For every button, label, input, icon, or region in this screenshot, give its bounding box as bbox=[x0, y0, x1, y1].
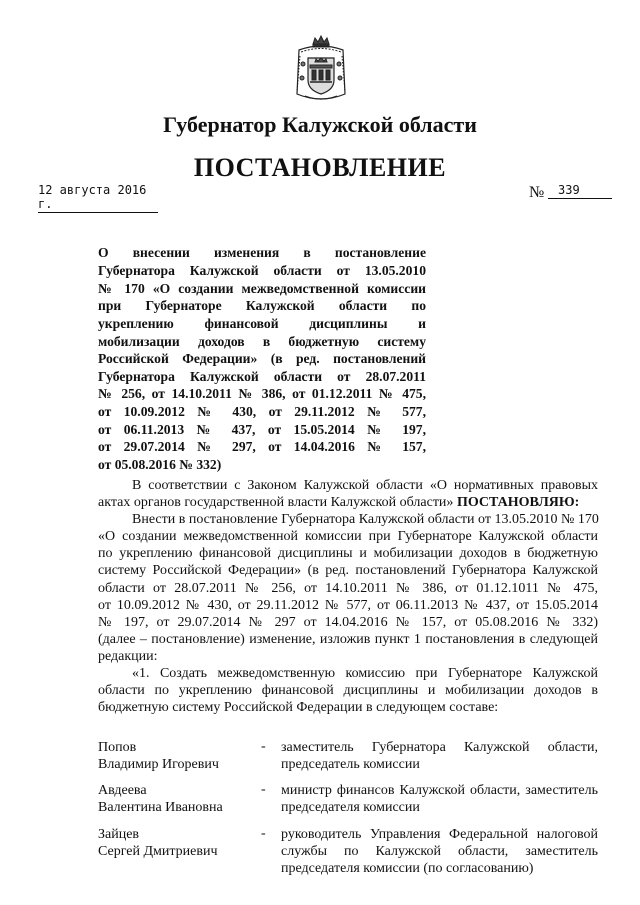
member-given-name: Сергей Дмитриевич bbox=[98, 844, 218, 859]
number-label: № bbox=[529, 184, 545, 201]
decree-word: ПОСТАНОВЛЯЮ: bbox=[456, 495, 580, 510]
paragraph-line: редакции: bbox=[98, 649, 158, 664]
paragraph-line: от 10.09.2012 № 430, от 29.11.2012 № 577, от 06.11.2013 № 437, от 15.05.2014 bbox=[98, 598, 598, 613]
subject-line: при Губернаторе Калужской области по bbox=[98, 298, 426, 313]
paragraph-line: «О создании межведомственной комиссии при Губернаторе Калужской области bbox=[98, 529, 598, 544]
member-surname: Попов bbox=[98, 740, 137, 755]
member-position-line: председателя комиссии bbox=[281, 800, 420, 815]
preamble-line: В соответствии с Законом Калужской области «О нормативных правовых bbox=[132, 478, 598, 493]
document-type-title: ПОСТАНОВЛЕНИЕ bbox=[193, 153, 447, 182]
document-number: 339 bbox=[548, 183, 612, 199]
preamble-text: актах органов государственной власти Калужской области» bbox=[98, 495, 454, 510]
member-dash: - bbox=[261, 782, 266, 797]
subject-line: О внесении изменения в постановление bbox=[98, 245, 426, 260]
member-position-line: руководитель Управления Федеральной налоговой bbox=[281, 827, 598, 842]
paragraph-line: систему Российской Федерации» (в ред. постановлений Губернатора Калужской bbox=[98, 563, 598, 578]
subject-line: от 05.08.2016 № 332) bbox=[98, 457, 222, 472]
member-position-line: службы по Калужской области, заместитель bbox=[281, 844, 598, 859]
preamble-line bbox=[98, 494, 598, 511]
subject-line: Губернатора Калужской области от 28.07.2011 bbox=[98, 369, 426, 384]
issuing-authority: Губернатор Калужской области bbox=[163, 112, 477, 137]
document-date: 12 августа 2016 г. bbox=[38, 183, 158, 213]
subject-line: мобилизации доходов в бюджетную систему bbox=[98, 334, 426, 349]
paragraph-line: бюджетную систему Российской Федерации в следующем составе: bbox=[98, 700, 499, 715]
member-position-line: председатель комиссии bbox=[281, 757, 420, 772]
coat-of-arms-emblem bbox=[291, 34, 351, 106]
member-given-name: Валентина Ивановна bbox=[98, 800, 223, 815]
paragraph-line: Внести в постановление Губернатора Калужской области от 13.05.2010 № 170 bbox=[132, 512, 599, 527]
paragraph-line: области по укреплению финансовой дисциплины и мобилизации доходов в bbox=[98, 683, 598, 698]
member-position-line: председателя комиссии (по согласованию) bbox=[281, 861, 534, 876]
member-position-line: заместитель Губернатора Калужской области, bbox=[281, 740, 598, 755]
subject-line: Российской Федерации» (в ред. постановлений bbox=[98, 351, 426, 366]
paragraph-line: (далее – постановление) изменение, изложив пункт 1 постановления в следующей bbox=[98, 632, 598, 647]
subject-line: Губернатора Калужской области от 13.05.2010 bbox=[98, 263, 426, 278]
member-surname: Зайцев bbox=[98, 827, 140, 842]
subject-line: от 29.07.2014 № 297, от 14.04.2016 № 157, bbox=[98, 439, 426, 454]
member-surname: Авдеева bbox=[98, 783, 147, 798]
subject-line: № 170 «О создании межведомственной комиссии bbox=[98, 281, 426, 296]
member-dash: - bbox=[261, 826, 266, 841]
paragraph-line: № 197, от 29.07.2014 № 297 от 14.04.2016 № 157, от 05.08.2016 № 332) bbox=[98, 615, 598, 630]
paragraph-line: по укреплению финансовой дисциплины и мобилизации доходов в бюджетную bbox=[98, 546, 598, 561]
member-position-line: министр финансов Калужской области, заместитель bbox=[281, 783, 598, 798]
member-dash: - bbox=[261, 739, 266, 754]
subject-line: от 06.11.2013 № 437, от 15.05.2014 № 197, bbox=[98, 422, 426, 437]
member-given-name: Владимир Игоревич bbox=[98, 757, 219, 772]
paragraph-line: области от 28.07.2011 № 256, от 14.10.2011 № 386, от 01.12.1011 № 475, bbox=[98, 581, 598, 596]
subject-line: укреплению финансовой дисциплины и bbox=[98, 316, 426, 331]
subject-line: от 10.09.2012 № 430, от 29.11.2012 № 577, bbox=[98, 404, 426, 419]
subject-line: № 256, от 14.10.2011 № 386, от 01.12.2011 № 475, bbox=[98, 386, 426, 401]
paragraph-line: «1. Создать межведомственную комиссию при Губернаторе Калужской bbox=[132, 666, 598, 681]
